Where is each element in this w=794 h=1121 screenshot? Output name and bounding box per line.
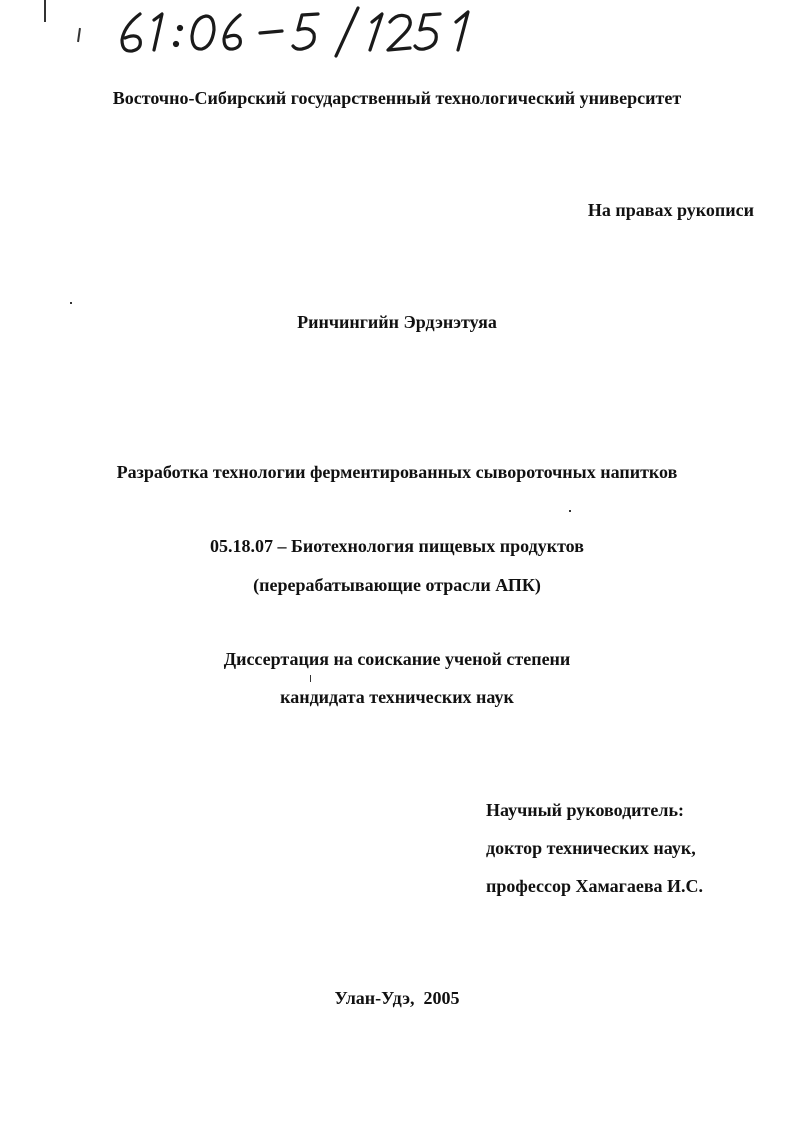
place-and-year: Улан-Удэ, 2005	[334, 988, 460, 1008]
specialty-branch: (перерабатывающие отрасли АПК)	[253, 575, 541, 595]
manuscript-rights: На правах рукописи	[587, 200, 754, 220]
university-name: Восточно-Сибирский государственный технологический университет	[112, 88, 682, 108]
author-name: Ринчингийн Эрдэнэтуяа	[297, 312, 497, 332]
handwritten-catalog-number	[110, 6, 490, 58]
scan-speck	[310, 675, 311, 682]
degree-statement: Диссертация на соискание ученой степени	[223, 649, 571, 669]
supervisor-name: профессор Хамагаева И.С.	[486, 876, 704, 896]
supervisor-label: Научный руководитель:	[486, 800, 684, 820]
degree-name: кандидата технических наук	[280, 687, 514, 707]
supervisor-degree: доктор технических наук,	[486, 838, 696, 858]
scan-speck	[569, 510, 571, 512]
specialty-code: 05.18.07 – Биотехнология пищевых продуктов	[210, 536, 584, 556]
scan-speck	[70, 302, 72, 304]
dissertation-title: Разработка технологии ферментированных сывороточных напитков	[116, 462, 678, 482]
scan-mark-top-left	[44, 0, 46, 22]
scan-speck	[77, 28, 81, 42]
